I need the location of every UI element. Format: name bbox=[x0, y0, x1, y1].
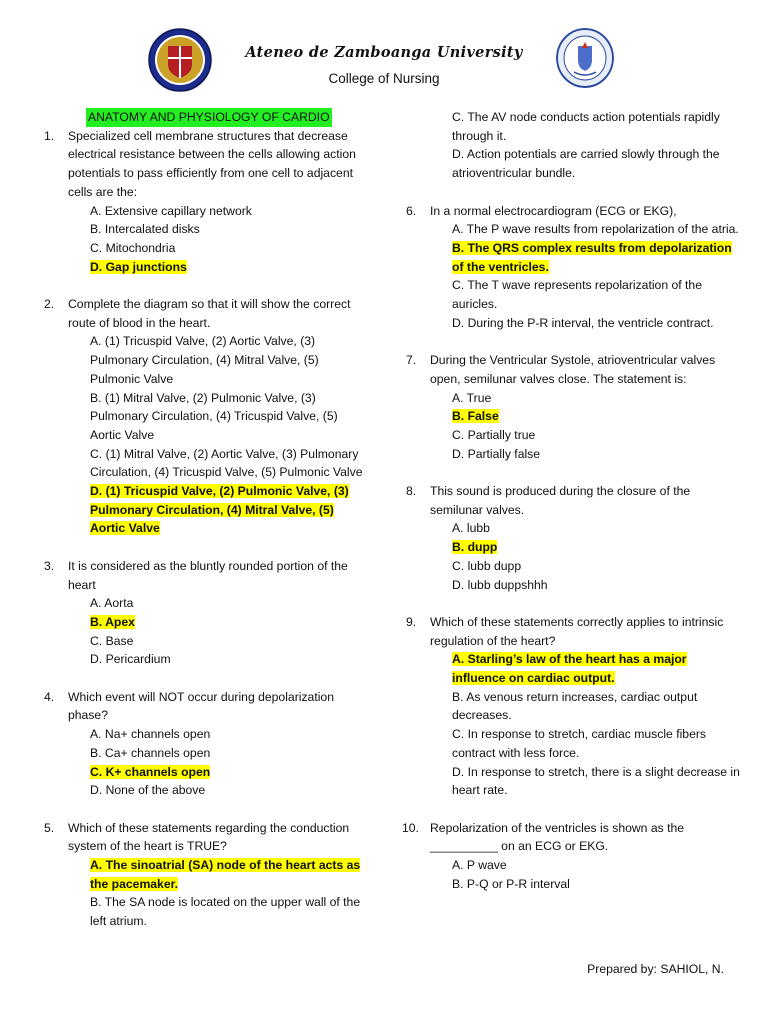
correct-answer: A. The sinoatrial (SA) node of the heart acts as the pacemaker. bbox=[90, 858, 361, 891]
option-a: A. The P wave results from repolarization of the atria. bbox=[452, 222, 739, 237]
question-stem: It is considered as the bluntly rounded portion of the heart bbox=[68, 558, 348, 592]
option-b bbox=[68, 613, 368, 632]
option-a: A. Na+ channels open bbox=[90, 727, 211, 742]
question-10 bbox=[402, 819, 742, 894]
option-b: B. The SA node is located on the upper wall of the left atrium. bbox=[90, 895, 361, 929]
right-column bbox=[402, 108, 742, 893]
correct-answer: B. dupp bbox=[452, 540, 498, 555]
question-number: 9. bbox=[406, 614, 417, 629]
option-b bbox=[430, 407, 742, 426]
option-d: D. Action potentials are carried slowly through the atrioventricular bundle. bbox=[452, 147, 720, 181]
question-stem: Specialized cell membrane structures that decrease electrical resistance between the cells allowing action potentials to pass efficiently from one cell to adjacent cells are the: bbox=[68, 128, 356, 199]
option-d: D. During the P-R interval, the ventricle contract. bbox=[452, 315, 714, 330]
option-a: A. Extensive capillary network bbox=[90, 203, 252, 218]
option-c: C. Partially true bbox=[452, 427, 536, 442]
option-d bbox=[68, 482, 368, 538]
option-a: A. True bbox=[452, 390, 492, 405]
option-a bbox=[430, 650, 742, 687]
question-number: 3. bbox=[44, 558, 55, 573]
question-5 bbox=[40, 819, 368, 931]
college-of-nursing-seal-logo bbox=[556, 28, 614, 88]
option-b: B. Ca+ channels open bbox=[90, 745, 211, 760]
option-b bbox=[430, 239, 742, 276]
option-c: C. lubb dupp bbox=[452, 558, 522, 573]
left-column bbox=[40, 108, 368, 931]
question-4 bbox=[40, 688, 368, 800]
option-d: D. lubb duppshhh bbox=[452, 577, 548, 592]
question-stem: Which of these statements regarding the conduction system of the heart is TRUE? bbox=[68, 820, 350, 854]
option-a: A. lubb bbox=[452, 521, 490, 536]
correct-answer: A. Starling’s law of the heart has a major influence on cardiac output. bbox=[452, 652, 687, 686]
option-a: A. Aorta bbox=[90, 596, 134, 611]
question-stem: In a normal electrocardiogram (ECG or EKG), bbox=[430, 203, 677, 218]
option-b: B. Intercalated disks bbox=[90, 222, 200, 237]
document-title: ANATOMY AND PHYSIOLOGY OF CARDIO bbox=[86, 108, 332, 127]
question-stem: During the Ventricular Systole, atrioventricular valves open, semilunar valves close. The statement is: bbox=[430, 353, 716, 386]
question-stem: Complete the diagram so that it will show the correct route of blood in the heart. bbox=[68, 297, 351, 330]
option-a bbox=[68, 856, 368, 893]
option-d: D. None of the above bbox=[90, 783, 206, 798]
option-c: C. In response to stretch, cardiac muscle fibers contract with less force. bbox=[452, 727, 707, 760]
option-d: D. Partially false bbox=[452, 446, 541, 461]
question-7 bbox=[402, 351, 742, 463]
option-a: A. (1) Tricuspid Valve, (2) Aortic Valve, (3) Pulmonary Circulation, (4) Mitral Valve, (5) Pulmonic Valve bbox=[90, 334, 319, 386]
college-name: College of Nursing bbox=[328, 71, 440, 86]
option-a: A. P wave bbox=[452, 858, 507, 873]
correct-answer: C. K+ channels open bbox=[90, 764, 211, 779]
correct-answer: B. The QRS complex results from depolarization of the ventricles. bbox=[452, 240, 732, 274]
correct-answer: B. False bbox=[452, 409, 499, 424]
question-8 bbox=[402, 482, 742, 594]
question-9 bbox=[402, 613, 742, 800]
option-b: B. As venous return increases, cardiac output decreases. bbox=[452, 689, 698, 723]
question-stem: Repolarization of the ventricles is shown as the __________ on an ECG or EKG. bbox=[430, 820, 685, 854]
option-c: C. Mitochondria bbox=[90, 240, 176, 255]
question-1 bbox=[40, 127, 368, 277]
question-5-continued bbox=[402, 108, 742, 183]
university-name: Ateneo de Zamboanga University bbox=[245, 44, 523, 61]
question-number: 8. bbox=[406, 484, 417, 499]
question-number: 6. bbox=[406, 203, 417, 218]
option-c bbox=[68, 763, 368, 782]
option-c: C. Base bbox=[90, 633, 134, 648]
question-number: 10. bbox=[402, 820, 419, 835]
question-stem: This sound is produced during the closure of the semilunar valves. bbox=[430, 484, 691, 517]
document-title-row bbox=[40, 108, 368, 127]
correct-answer: D. (1) Tricuspid Valve, (2) Pulmonic Valve, (3) Pulmonary Circulation, (4) Mitral Valve, (5) Aortic Valve bbox=[90, 484, 349, 536]
question-number: 7. bbox=[406, 353, 417, 368]
question-6 bbox=[402, 202, 742, 333]
question-2 bbox=[40, 295, 368, 538]
option-c: C. The AV node conducts action potentials rapidly through it. bbox=[452, 110, 720, 143]
question-stem: Which event will NOT occur during depolarization phase? bbox=[68, 689, 334, 723]
option-c: C. The T wave represents repolarization of the auricles. bbox=[452, 278, 702, 312]
option-b: B. P-Q or P-R interval bbox=[452, 876, 570, 891]
option-c: C. (1) Mitral Valve, (2) Aortic Valve, (3) Pulmonary Circulation, (4) Tricuspid Valve, (5) Pulmonic Valve bbox=[90, 446, 363, 480]
option-d: D. In response to stretch, there is a slight decrease in heart rate. bbox=[452, 764, 740, 798]
correct-answer: D. Gap junctions bbox=[90, 259, 187, 274]
question-number: 2. bbox=[44, 297, 55, 312]
option-b bbox=[430, 538, 742, 557]
option-d bbox=[68, 258, 368, 277]
question-number: 4. bbox=[44, 689, 55, 704]
question-3 bbox=[40, 557, 368, 669]
question-number: 5. bbox=[44, 820, 55, 835]
option-b: B. (1) Mitral Valve, (2) Pulmonic Valve, (3) Pulmonary Circulation, (4) Tricuspid Valve, (5) Aortic Valve bbox=[90, 390, 338, 442]
option-d: D. Pericardium bbox=[90, 652, 171, 667]
question-number: 1. bbox=[44, 128, 55, 143]
prepared-by-footer: Prepared by: SAHIOL, N. bbox=[587, 962, 724, 976]
question-stem: Which of these statements correctly applies to intrinsic regulation of the heart? bbox=[430, 614, 724, 648]
correct-answer: B. Apex bbox=[90, 614, 135, 629]
